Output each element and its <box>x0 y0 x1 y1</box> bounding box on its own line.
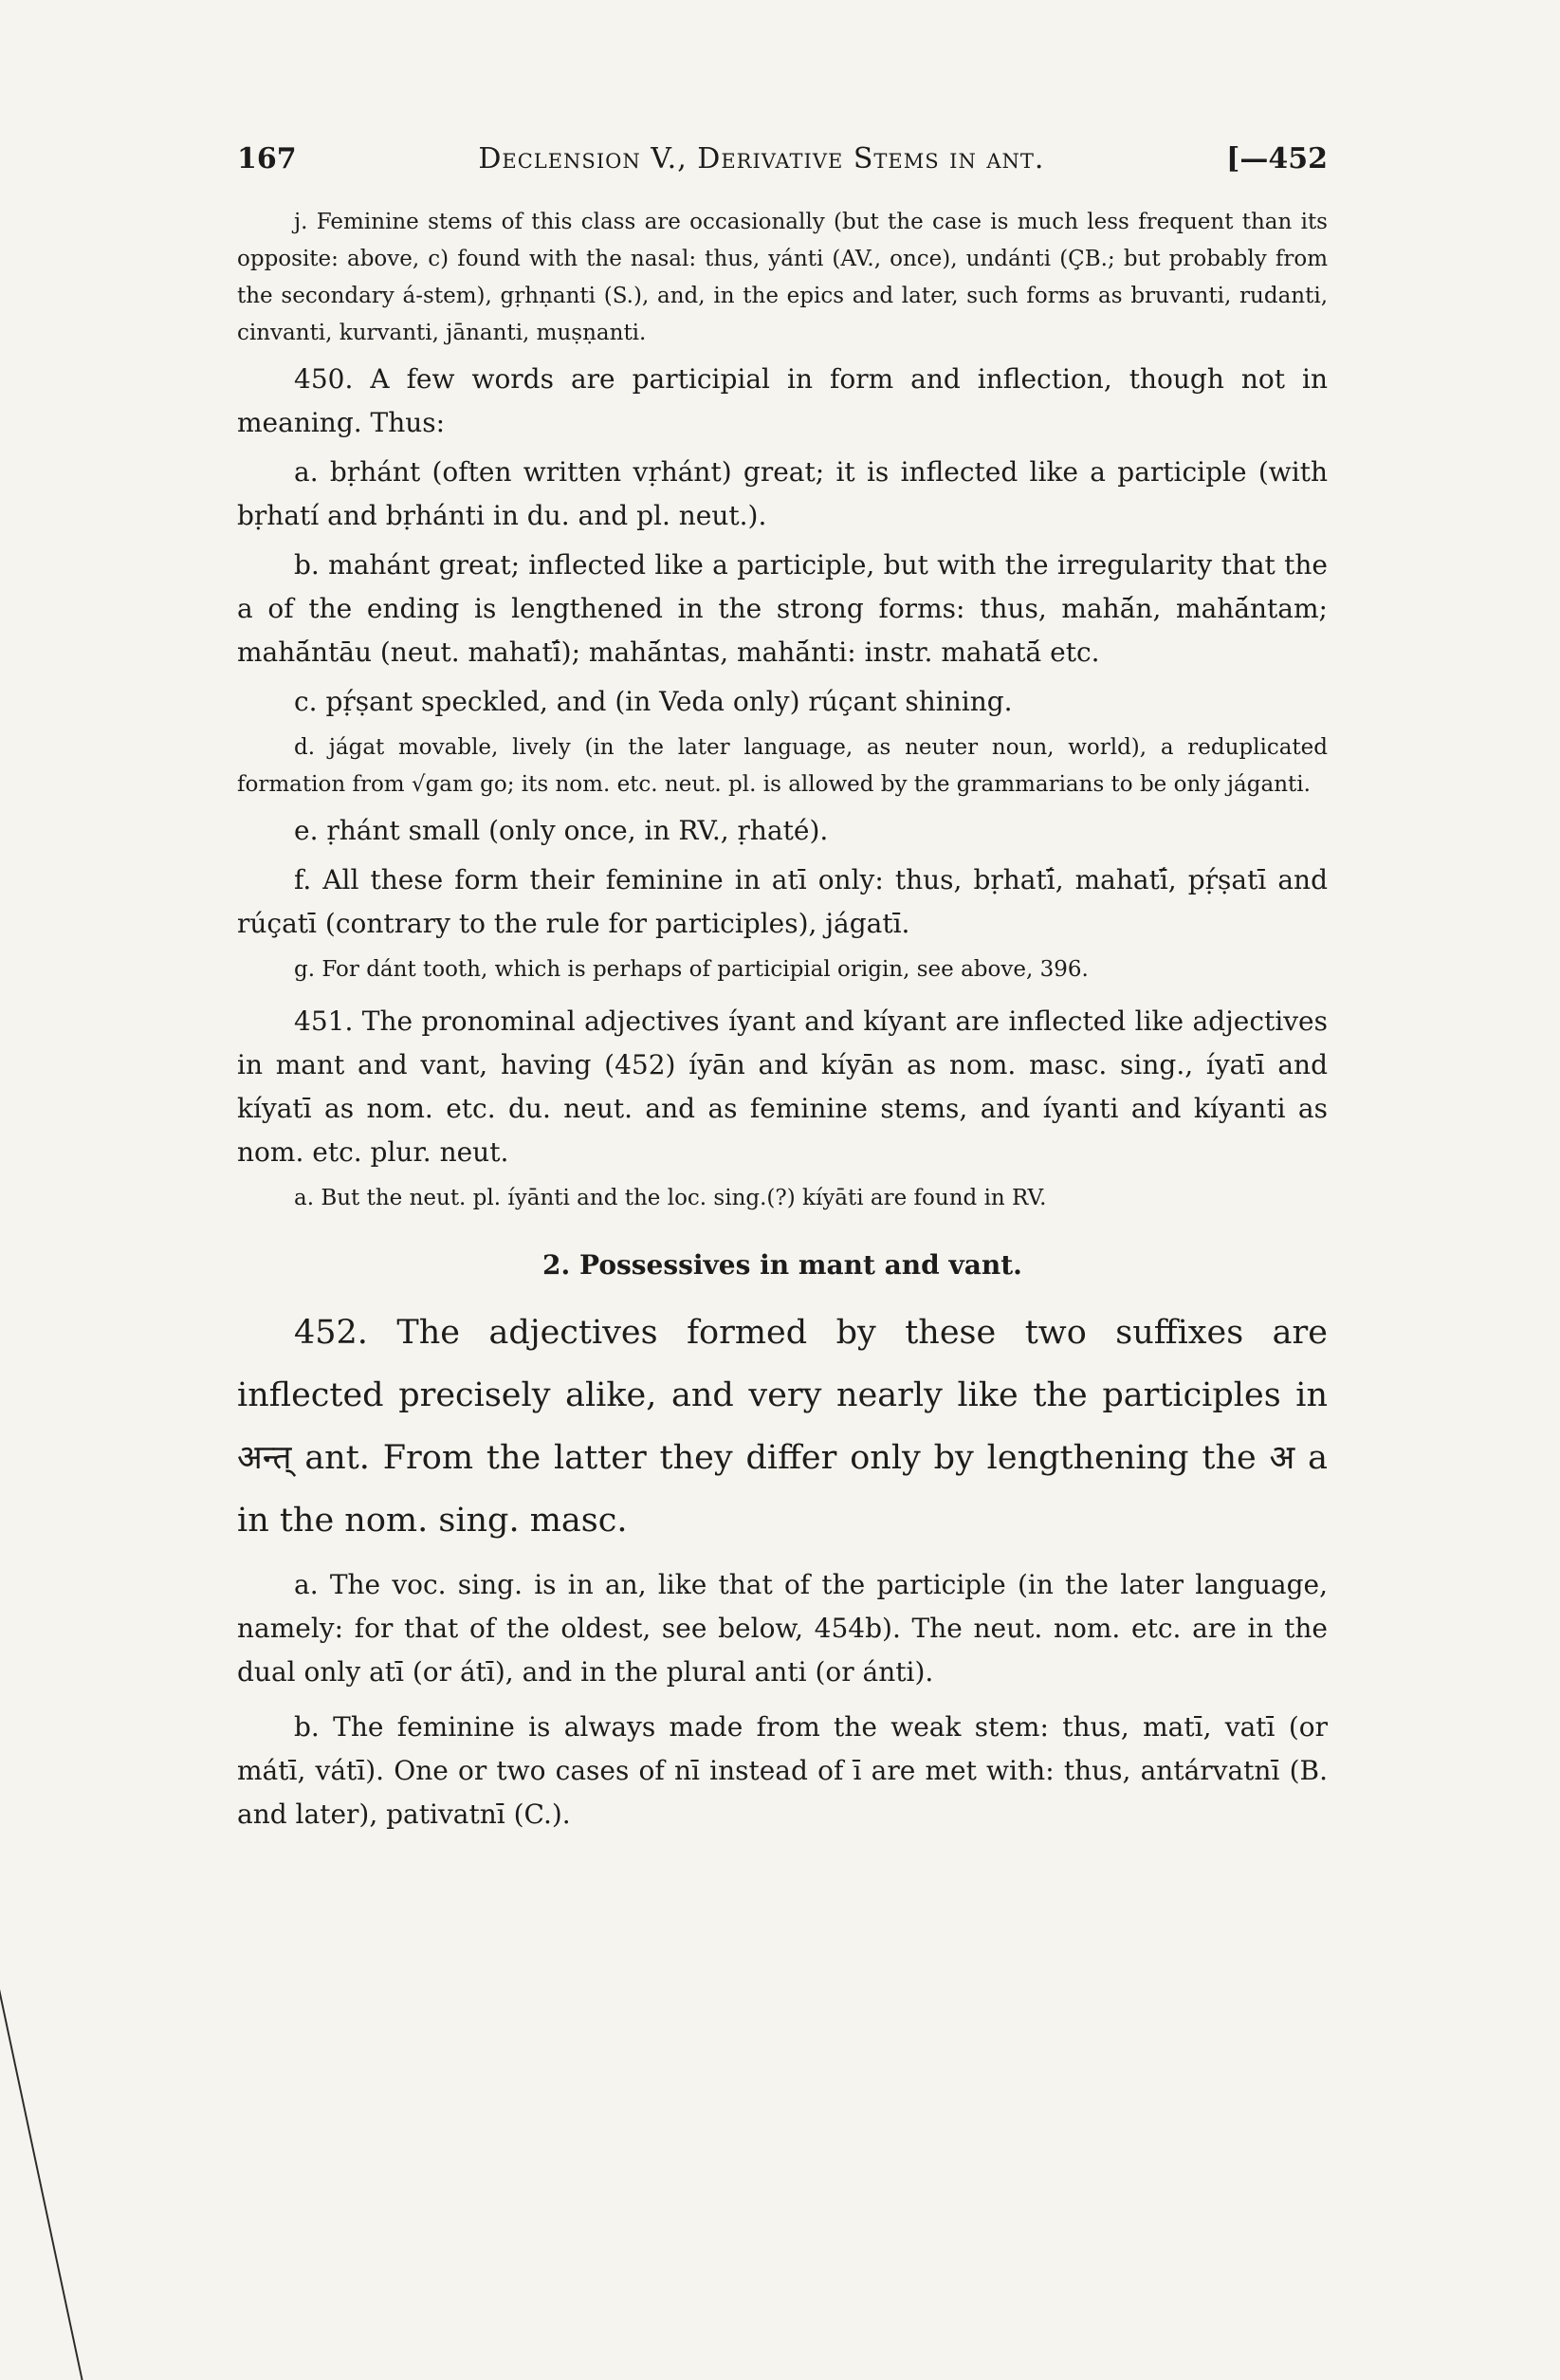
paragraph-450: 450. A few words are participial in form and inflection, though not in meaning. Thus: <box>237 363 1328 438</box>
paragraph-450a: a. bṛhánt (often written vṛhánt) great; it is inflected like a participle (with bṛhatí and bṛhánti in du. and pl. neut.). <box>237 456 1328 531</box>
book-page <box>237 142 1328 1836</box>
paragraph-450g: g. For dánt tooth, which is perhaps of participial origin, see above, 396. <box>294 957 1089 982</box>
paragraph-451a: a. But the neut. pl. íyānti and the loc. sing.(?) kíyāti are found in RV. <box>294 1186 1047 1210</box>
paragraph-450d: d. jágat movable, lively (in the later language, as neuter noun, world), a reduplicated formation from √gam go; its nom. etc. neut. pl. is allowed by the grammarians to be only jáganti. <box>237 735 1328 797</box>
section-reference: [—452 <box>1226 142 1328 175</box>
section-subheading: 2. Possessives in mant and vant. <box>542 1249 1022 1281</box>
paragraph-449j: j. Feminine stems of this class are occasionally (but the case is much less frequent than its opposite: above, c) found with the nasal: thus, yánti (AV., once), undánti (ÇB.; but probably from the secondary á-stem), gṛhṇanti (S.), and, in the epics and later, such forms as bruvanti, rudanti, cinvanti, kurvanti, jānanti, muṣṇanti. <box>237 210 1328 345</box>
running-title: Declension V., Derivative Stems in ant. <box>478 142 1045 175</box>
paragraph-452b: b. The feminine is always made from the weak stem: thus, matī, vatī (or mátī, vátī). One or two cases of nī instead of ī are met with: thus, antárvatnī (B. and later), pativatnī (C.). <box>237 1711 1328 1830</box>
paragraph-452a: a. The voc. sing. is in an, like that of the participle (in the later language, namely: for that of the oldest, see below, 454b). The neut. nom. etc. are in the dual only atī (or átī), and in the plural anti (or ánti). <box>237 1569 1328 1688</box>
paragraph-450c: c. pṛ́ṣant speckled, and (in Veda only) rúçant shining. <box>294 686 1013 717</box>
page-binding-edge <box>0 1973 83 2380</box>
paragraph-450f: f. All these form their feminine in atī only: thus, bṛhatī́, mahatī́, pṛ́ṣatī and rúçatī (contrary to the rule for participles), jágatī. <box>237 864 1328 939</box>
page-number: 167 <box>237 142 297 175</box>
page-header <box>237 142 1328 175</box>
paragraph-450e: e. ṛhánt small (only once, in RV., ṛhaté). <box>294 815 829 846</box>
paragraph-452: 452. The adjectives formed by these two suffixes are inflected precisely alike, and very nearly like the participles in अन्त् ant. From the latter they differ only by lengthening the अ a in the nom. sing. masc. <box>237 1314 1328 1540</box>
paragraph-451: 451. The pronominal adjectives íyant and kíyant are inflected like adjectives in mant and vant, having (452) íyān and kíyān as nom. masc. sing., íyatī and kíyatī as nom. etc. du. neut. and as feminine stems, and íyanti and kíyanti as nom. etc. plur. neut. <box>237 1006 1328 1168</box>
paragraph-450b: b. mahánt great; inflected like a participle, but with the irregularity that the a of the ending is lengthened in the strong forms: thus, mahā́n, mahā́ntam; mahā́ntāu (neut. mahatī́); mahā́ntas, mahā́nti: instr. mahatā́ etc. <box>237 549 1328 668</box>
